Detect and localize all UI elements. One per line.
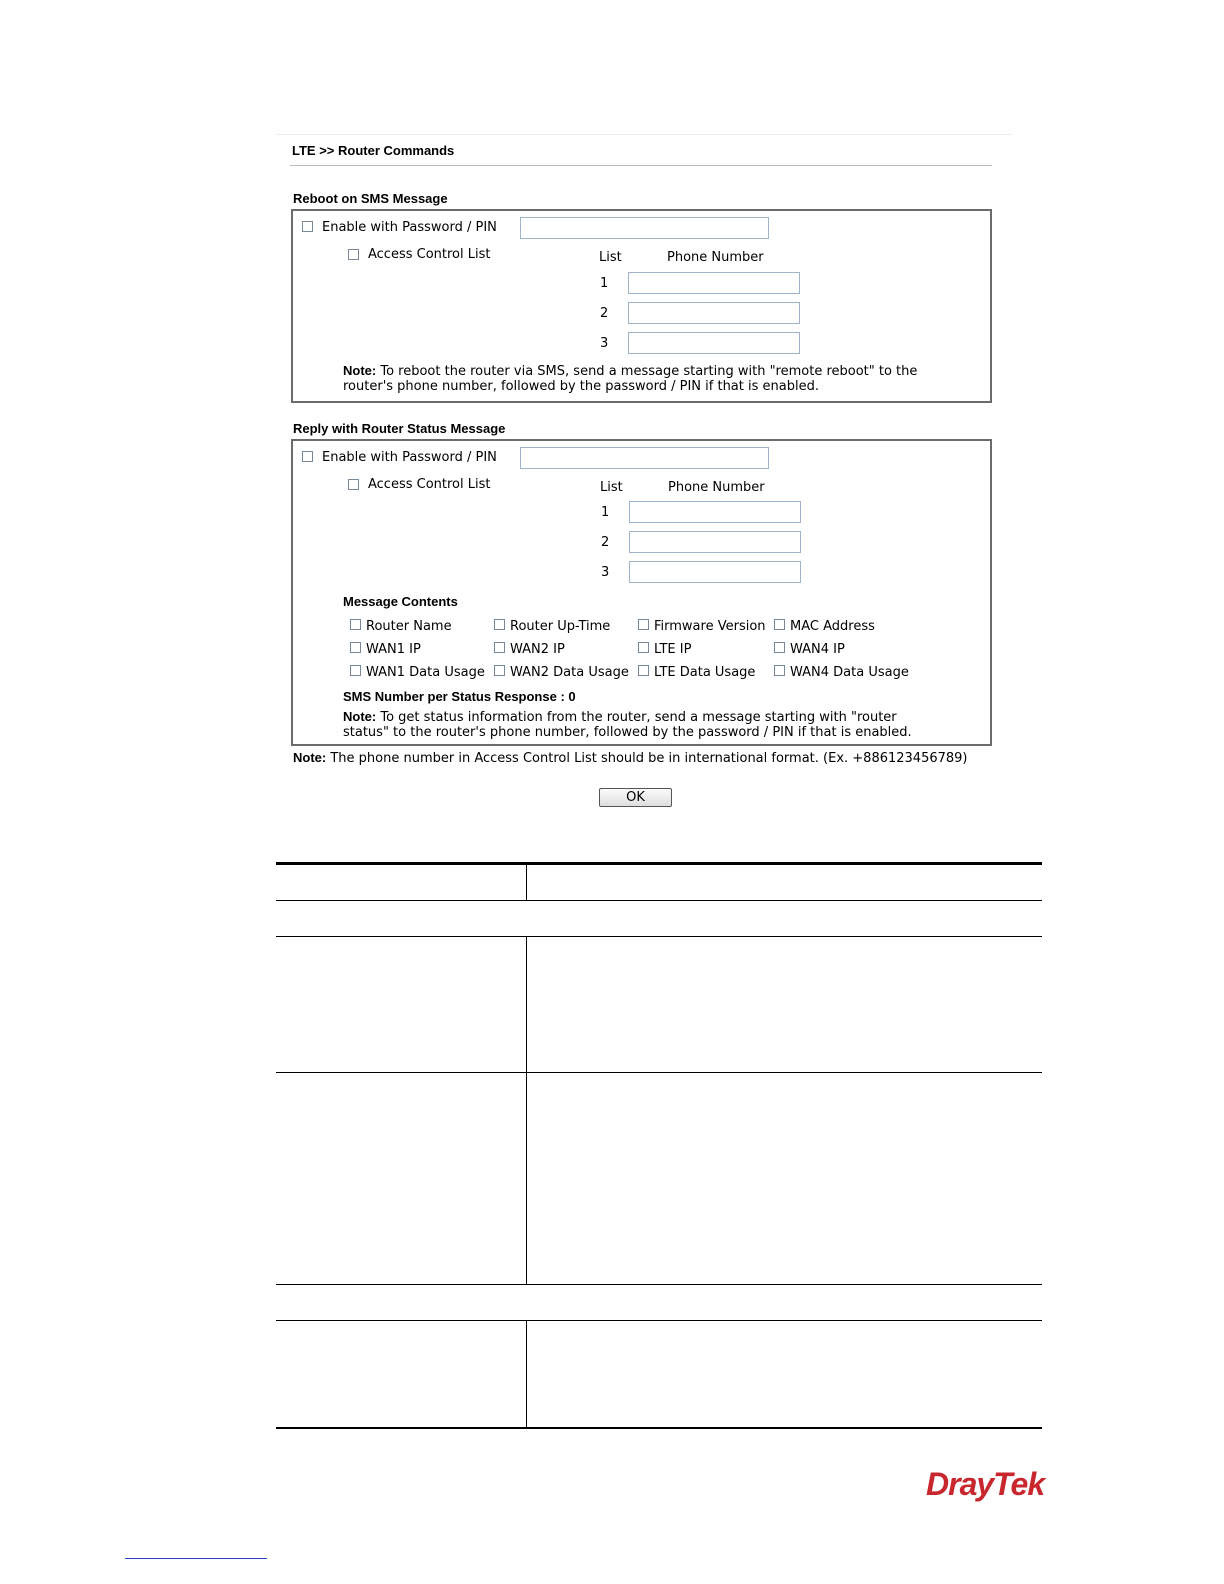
content-label: WAN4 Data Usage	[790, 665, 909, 680]
message-contents-title: Message Contents	[343, 594, 458, 609]
status-phone-input-2[interactable]	[629, 531, 801, 553]
reboot-row-number: 2	[600, 306, 609, 321]
content-label: Router Up-Time	[510, 619, 611, 634]
content-label: WAN2 IP	[510, 642, 565, 657]
content-label: MAC Address	[790, 619, 875, 634]
status-list-header: List	[600, 480, 623, 495]
content-checkbox-wan1-ip[interactable]	[350, 642, 361, 653]
table-column-divider	[526, 937, 527, 1284]
content-label: WAN2 Data Usage	[510, 665, 629, 680]
content-label: LTE IP	[654, 642, 692, 657]
status-phone-header: Phone Number	[668, 480, 765, 495]
top-divider	[276, 134, 1012, 135]
content-label: Firmware Version	[654, 619, 766, 634]
reboot-enable-checkbox[interactable]	[302, 221, 313, 232]
reboot-section-box	[291, 209, 992, 403]
reboot-note-line2: router's phone number, followed by the password / PIN if that is enabled.	[343, 379, 819, 394]
reboot-phone-input-3[interactable]	[628, 332, 800, 354]
status-note-line2: status" to the router's phone number, followed by the password / PIN if that is enabled.	[343, 725, 912, 740]
table-row-divider	[276, 1284, 1042, 1285]
status-phone-input-1[interactable]	[629, 501, 801, 523]
table-row-divider	[276, 900, 1042, 901]
content-checkbox-wan2-ip[interactable]	[494, 642, 505, 653]
content-checkbox-router-name[interactable]	[350, 619, 361, 630]
content-checkbox-lte-ip[interactable]	[638, 642, 649, 653]
footer-link-underline	[125, 1558, 267, 1559]
status-row-number: 2	[601, 535, 610, 550]
table-row-divider	[276, 1320, 1042, 1321]
status-password-input[interactable]	[520, 447, 769, 469]
content-label: LTE Data Usage	[654, 665, 756, 680]
content-checkbox-router-uptime[interactable]	[494, 619, 505, 630]
reboot-row-number: 3	[600, 336, 609, 351]
reboot-row-number: 1	[600, 276, 609, 291]
bottom-note: Note: The phone number in Access Control List should be in international format. (Ex. +886123456789)	[293, 750, 968, 766]
status-acl-checkbox[interactable]	[348, 479, 359, 490]
content-label: Router Name	[366, 619, 452, 634]
content-checkbox-wan4-ip[interactable]	[774, 642, 785, 653]
ok-button[interactable]: OK	[599, 788, 672, 807]
content-checkbox-wan4-data-usage[interactable]	[774, 665, 785, 676]
reboot-section-title: Reboot on SMS Message	[293, 191, 448, 206]
status-row-number: 3	[601, 565, 610, 580]
content-checkbox-wan1-data-usage[interactable]	[350, 665, 361, 676]
status-acl-label: Access Control List	[368, 477, 491, 492]
reboot-password-input[interactable]	[520, 217, 769, 239]
status-enable-label: Enable with Password / PIN	[322, 450, 497, 465]
reboot-enable-label: Enable with Password / PIN	[322, 220, 497, 235]
sms-number-per-response: SMS Number per Status Response : 0	[343, 689, 576, 704]
table-bottom-border	[276, 1427, 1042, 1429]
content-checkbox-firmware-version[interactable]	[638, 619, 649, 630]
content-label: WAN1 IP	[366, 642, 421, 657]
status-section-box	[291, 439, 992, 746]
table-row-divider	[276, 936, 1042, 937]
reboot-note: Note: To reboot the router via SMS, send a message starting with "remote reboot" to the	[343, 363, 918, 379]
status-phone-input-3[interactable]	[629, 561, 801, 583]
content-checkbox-wan2-data-usage[interactable]	[494, 665, 505, 676]
status-row-number: 1	[601, 505, 610, 520]
breadcrumb-divider	[290, 165, 992, 166]
table-top-border	[276, 862, 1042, 865]
reboot-phone-input-1[interactable]	[628, 272, 800, 294]
table-column-divider	[526, 1321, 527, 1427]
reboot-phone-header: Phone Number	[667, 250, 764, 265]
content-checkbox-mac-address[interactable]	[774, 619, 785, 630]
content-label: WAN4 IP	[790, 642, 845, 657]
reboot-list-header: List	[599, 250, 622, 265]
content-label: WAN1 Data Usage	[366, 665, 485, 680]
reboot-phone-input-2[interactable]	[628, 302, 800, 324]
table-row-divider	[276, 1072, 1042, 1073]
status-section-title: Reply with Router Status Message	[293, 421, 506, 436]
table-column-divider	[526, 865, 527, 900]
draytek-logo: DrayTek	[926, 1466, 1045, 1502]
reboot-acl-label: Access Control List	[368, 247, 491, 262]
status-enable-checkbox[interactable]	[302, 451, 313, 462]
status-note: Note: To get status information from the router, send a message starting with "router	[343, 709, 897, 725]
reboot-acl-checkbox[interactable]	[348, 249, 359, 260]
content-checkbox-lte-data-usage[interactable]	[638, 665, 649, 676]
breadcrumb: LTE >> Router Commands	[292, 143, 455, 158]
